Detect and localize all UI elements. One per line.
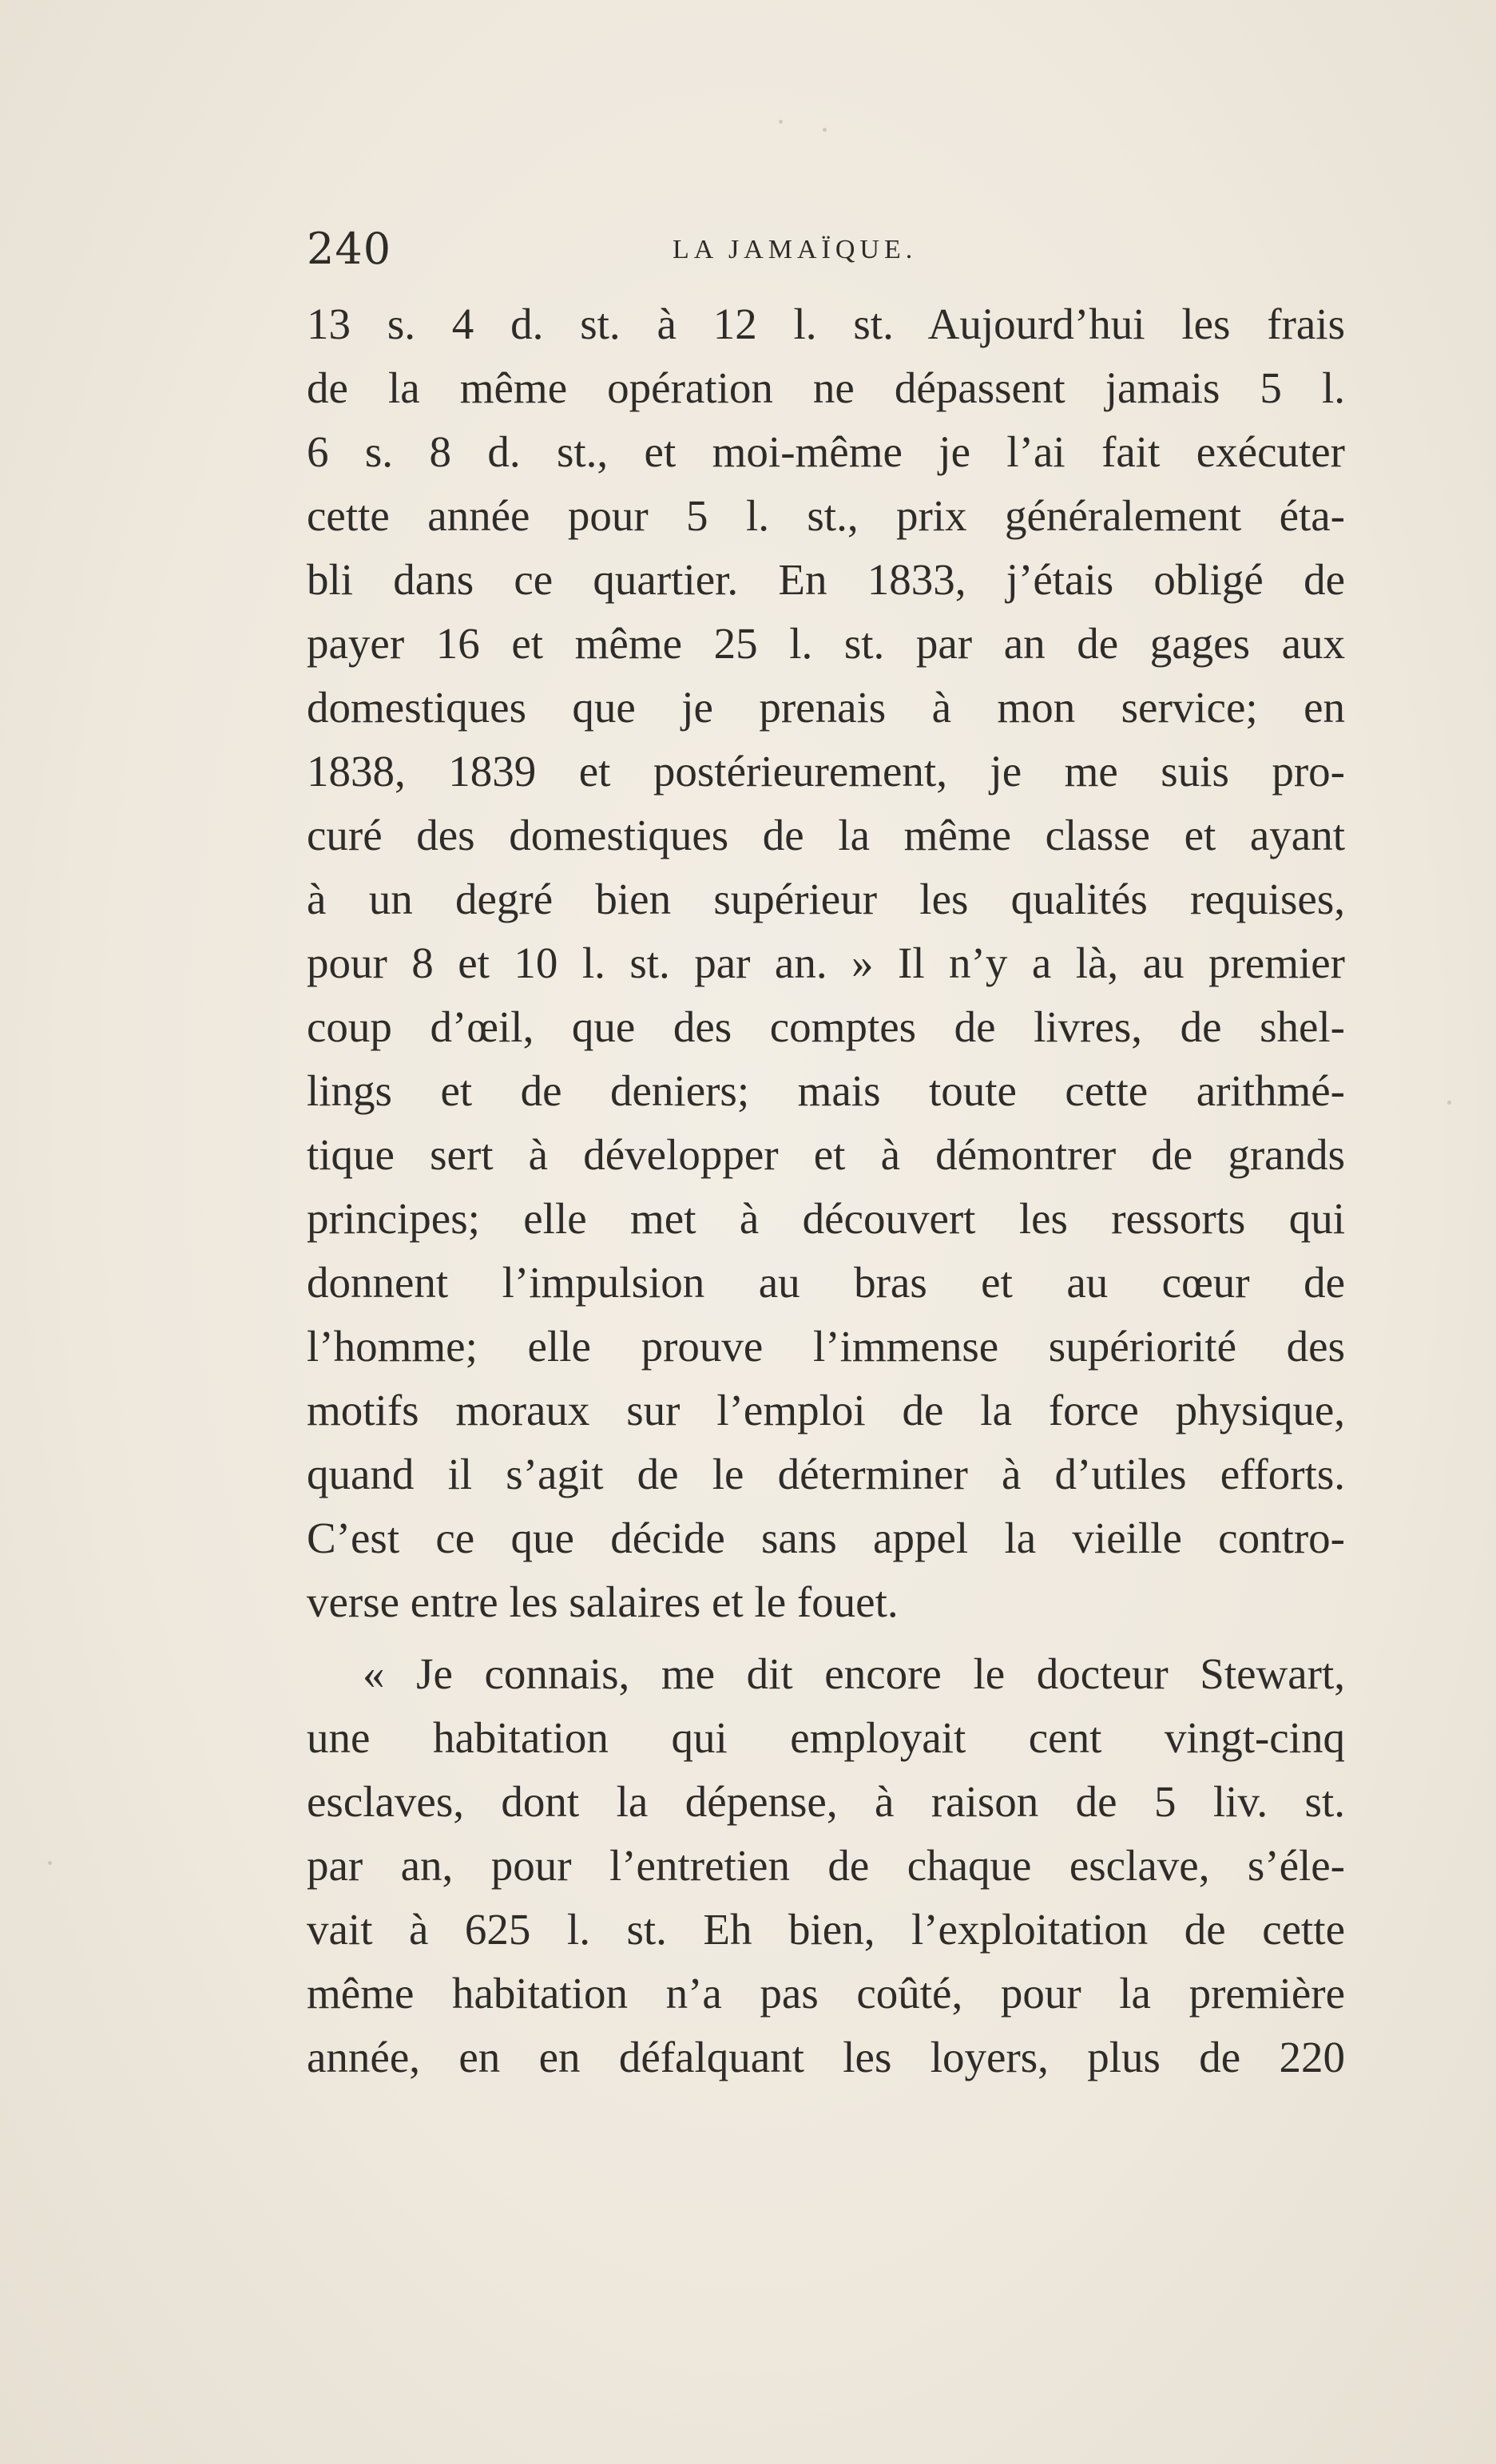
page-number: 240 xyxy=(307,224,392,274)
text-line: vait à 625 l. st. Eh bien, l’exploitation de cette xyxy=(307,1905,1345,1954)
text-line: tique sert à développer et à démontrer de grands xyxy=(307,1130,1345,1179)
body-text xyxy=(307,292,1345,2089)
text-line: donnent l’impulsion au bras et au cœur de xyxy=(307,1258,1345,1307)
text-line: « Je connais, me dit encore le docteur Stewart, xyxy=(363,1649,1345,1698)
page-header xyxy=(307,224,1385,288)
text-line: par an, pour l’entretien de chaque esclave, s’éle- xyxy=(307,1841,1345,1890)
text-line: une habitation qui employait cent vingt-cinq xyxy=(307,1713,1345,1762)
paragraph-2 xyxy=(307,1642,1345,2089)
paragraph-gap xyxy=(307,1634,1345,1642)
text-line: année, en en défalquant les loyers, plus de 220 xyxy=(307,2033,1345,2081)
text-line: motifs moraux sur l’emploi de la force physique, xyxy=(307,1386,1345,1434)
text-line: de la même opération ne dépassent jamais 5 l. xyxy=(307,363,1345,412)
text-line: principes; elle met à découvert les ressorts qui xyxy=(307,1194,1345,1243)
text-line: quand il s’agit de le déterminer à d’utiles efforts. xyxy=(307,1450,1345,1498)
paragraph-1 xyxy=(307,292,1345,1634)
running-head: LA JAMAÏQUE. xyxy=(673,235,918,264)
text-line: pour 8 et 10 l. st. par an. » Il n’y a là, au premier xyxy=(307,938,1345,987)
text-line: coup d’œil, que des comptes de livres, de shel- xyxy=(307,1002,1345,1051)
paper-speck xyxy=(779,120,783,124)
paper-speck xyxy=(1447,1101,1451,1105)
text-line: curé des domestiques de la même classe et ayant xyxy=(307,811,1345,859)
text-line: payer 16 et même 25 l. st. par an de gages aux xyxy=(307,619,1345,668)
paper-speck xyxy=(48,1861,52,1865)
text-line: 13 s. 4 d. st. à 12 l. st. Aujourd’hui les frais xyxy=(307,300,1345,348)
text-line: cette année pour 5 l. st., prix généralement éta- xyxy=(307,491,1345,540)
text-line: lings et de deniers; mais toute cette arithmé- xyxy=(307,1066,1345,1115)
text-line: même habitation n’a pas coûté, pour la première xyxy=(307,1969,1345,2018)
text-line: esclaves, dont la dépense, à raison de 5 liv. st. xyxy=(307,1777,1345,1826)
text-line: 1838, 1839 et postérieurement, je me suis pro- xyxy=(307,747,1345,796)
text-line: 6 s. 8 d. st., et moi-même je l’ai fait exécuter xyxy=(307,427,1345,476)
text-line: l’homme; elle prouve l’immense supériorité des xyxy=(307,1322,1345,1371)
text-line: verse entre les salaires et le fouet. xyxy=(307,1577,899,1626)
text-line: domestiques que je prenais à mon service; en xyxy=(307,683,1345,732)
paper-speck xyxy=(823,128,827,132)
text-line: à un degré bien supérieur les qualités requises, xyxy=(307,875,1345,923)
text-line: bli dans ce quartier. En 1833, j’étais obligé de xyxy=(307,555,1345,604)
text-line: C’est ce que décide sans appel la vieille contro- xyxy=(307,1514,1345,1562)
